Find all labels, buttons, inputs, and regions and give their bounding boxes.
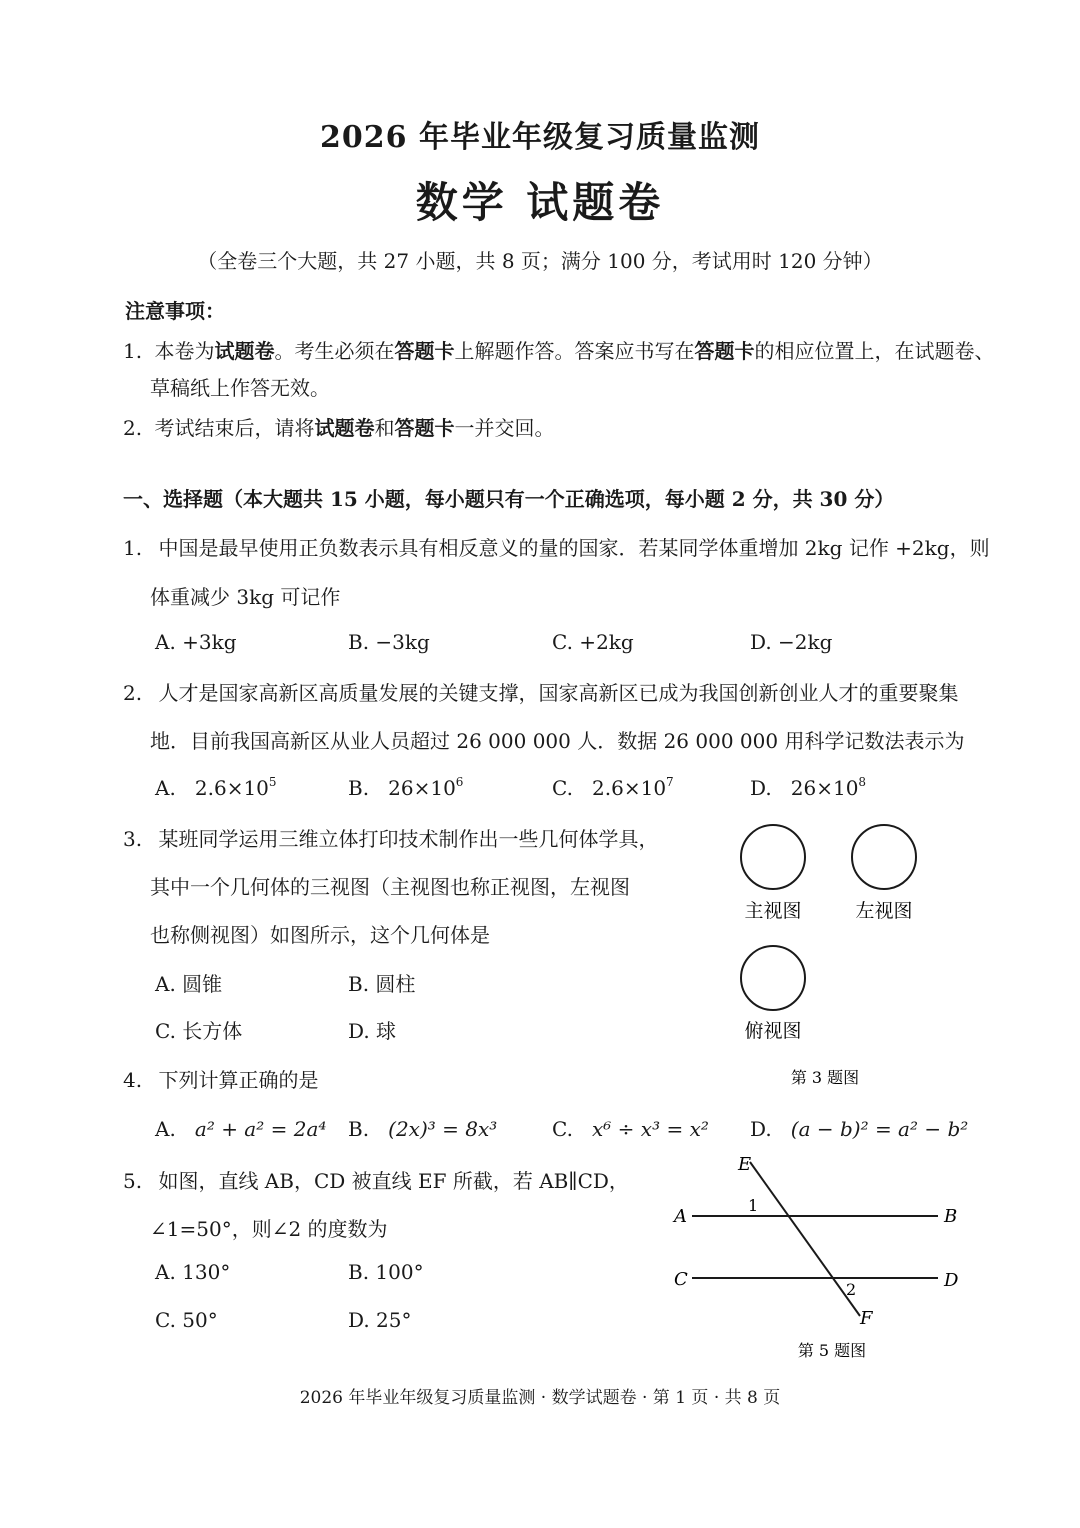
angle-1-label: 1 bbox=[748, 1196, 759, 1215]
exam-title: 2026 年毕业年级复习质量监测 bbox=[320, 120, 760, 155]
point-f-label: F bbox=[860, 1308, 873, 1329]
q2-option-d: D. $26\times 10^8$ bbox=[750, 775, 867, 800]
figure-caption: 第 5 题图 bbox=[797, 1341, 867, 1360]
question-number: 3. bbox=[123, 827, 143, 851]
notice-item-1: 1. 本卷为试题卷。考生必须在答题卡上解题作答。答案应书写在答题卡的相应位置上，在试题卷、 bbox=[123, 339, 995, 363]
q3-option-a: A. 圆锥 bbox=[155, 972, 223, 996]
question-text: 某班同学运用三维立体打印技术制作出一些几何体学具， bbox=[158, 827, 659, 851]
q4-option-d: D. (a − b)² = a² − b² bbox=[750, 1117, 969, 1141]
q2-option-b: B. $26\times 10^6$ bbox=[348, 775, 464, 800]
top-view-label: 俯视图 bbox=[744, 1020, 802, 1042]
exam-meta: （全卷三个大题，共 27 小题，共 8 页；满分 100 分，考试用时 120 分钟） bbox=[197, 249, 883, 273]
question-3 bbox=[123, 823, 658, 852]
figure-caption: 第 3 题图 bbox=[790, 1068, 860, 1087]
front-view-circle bbox=[741, 825, 805, 889]
point-b-label: B bbox=[944, 1206, 958, 1227]
q3-option-d: D. 球 bbox=[348, 1019, 397, 1043]
notice-heading: 注意事项： bbox=[125, 299, 225, 323]
q3-option-b: B. 圆柱 bbox=[348, 972, 416, 996]
q1-option-d: D. −2kg bbox=[750, 630, 833, 654]
notice-item-2: 2. 考试结束后，请将试题卷和答题卡一并交回。 bbox=[123, 416, 555, 440]
q5-option-d: D. 25° bbox=[348, 1308, 412, 1332]
question-text: 下列计算正确的是 bbox=[158, 1068, 319, 1092]
q3-three-view-figure bbox=[720, 815, 940, 1095]
question-5 bbox=[123, 1165, 629, 1194]
point-a-label: A bbox=[674, 1206, 687, 1227]
question-text-line2: 其中一个几何体的三视图（主视图也称正视图，左视图 bbox=[150, 875, 630, 899]
left-view-circle bbox=[852, 825, 916, 889]
question-4 bbox=[123, 1064, 318, 1093]
q1-option-c: C. +2kg bbox=[552, 630, 634, 654]
q4-option-a: A. a² + a² = 2a⁴ bbox=[155, 1117, 327, 1141]
notice-item-number: 2. bbox=[123, 416, 143, 440]
question-text: 如图，直线 AB，CD 被直线 EF 所截，若 AB∥CD， bbox=[158, 1169, 629, 1193]
q3-option-c: C. 长方体 bbox=[155, 1019, 243, 1043]
point-c-label: C bbox=[674, 1269, 688, 1290]
angle-2-label: 2 bbox=[846, 1280, 857, 1299]
question-text-line2: 地．目前我国高新区从业人员超过 26 000 000 人．数据 26 000 000 用科学记数法表示为 bbox=[150, 729, 965, 753]
question-text: 人才是国家高新区高质量发展的关键支撑，国家高新区已成为我国创新创业人才的重要聚集 bbox=[158, 681, 959, 705]
front-view-label: 主视图 bbox=[744, 900, 802, 922]
q2-option-a: A. $2.6\times 10^5$ bbox=[155, 775, 277, 800]
page-footer: 2026 年毕业年级复习质量监测 · 数学试题卷 · 第 1 页 · 共 8 页 bbox=[299, 1388, 781, 1408]
top-view-circle bbox=[741, 946, 805, 1010]
q1-option-b: B. −3kg bbox=[348, 630, 430, 654]
q5-parallel-lines-figure bbox=[660, 1150, 970, 1365]
q5-option-a: A. 130° bbox=[155, 1260, 231, 1284]
question-text: 中国是最早使用正负数表示具有相反意义的量的国家．若某同学体重增加 2kg 记作 +2kg，则 bbox=[158, 536, 990, 560]
question-number: 2. bbox=[123, 681, 143, 705]
q4-option-c: C. x⁶ ÷ x³ = x² bbox=[552, 1117, 709, 1141]
question-text-line2: ∠1=50°，则∠2 的度数为 bbox=[150, 1217, 388, 1241]
question-text-line3: 也称侧视图）如图所示，这个几何体是 bbox=[150, 923, 490, 947]
question-number: 4. bbox=[123, 1068, 143, 1092]
point-d-label: D bbox=[944, 1270, 959, 1291]
exam-subject-title: 数学 试题卷 bbox=[415, 178, 665, 227]
q5-option-b: B. 100° bbox=[348, 1260, 424, 1284]
question-1 bbox=[123, 532, 990, 561]
question-number: 5. bbox=[123, 1169, 143, 1193]
section-heading: 一、选择题（本大题共 15 小题，每小题只有一个正确选项，每小题 2 分，共 30 分） bbox=[123, 487, 895, 511]
left-view-label: 左视图 bbox=[855, 900, 913, 922]
question-2 bbox=[123, 677, 958, 706]
q5-option-c: C. 50° bbox=[155, 1308, 218, 1332]
q2-option-c: C. $2.6\times 10^7$ bbox=[552, 775, 674, 800]
point-e-label: E bbox=[738, 1154, 752, 1175]
question-text-line2: 体重减少 3kg 可记作 bbox=[150, 585, 341, 609]
q4-option-b: B. (2x)³ = 8x³ bbox=[348, 1117, 498, 1141]
q1-option-a: A. +3kg bbox=[155, 630, 237, 654]
notice-item-number: 1. bbox=[123, 339, 143, 363]
notice-item-1-line2: 草稿纸上作答无效。 bbox=[150, 376, 330, 400]
question-number: 1. bbox=[123, 536, 143, 560]
line-ef bbox=[750, 1162, 860, 1316]
